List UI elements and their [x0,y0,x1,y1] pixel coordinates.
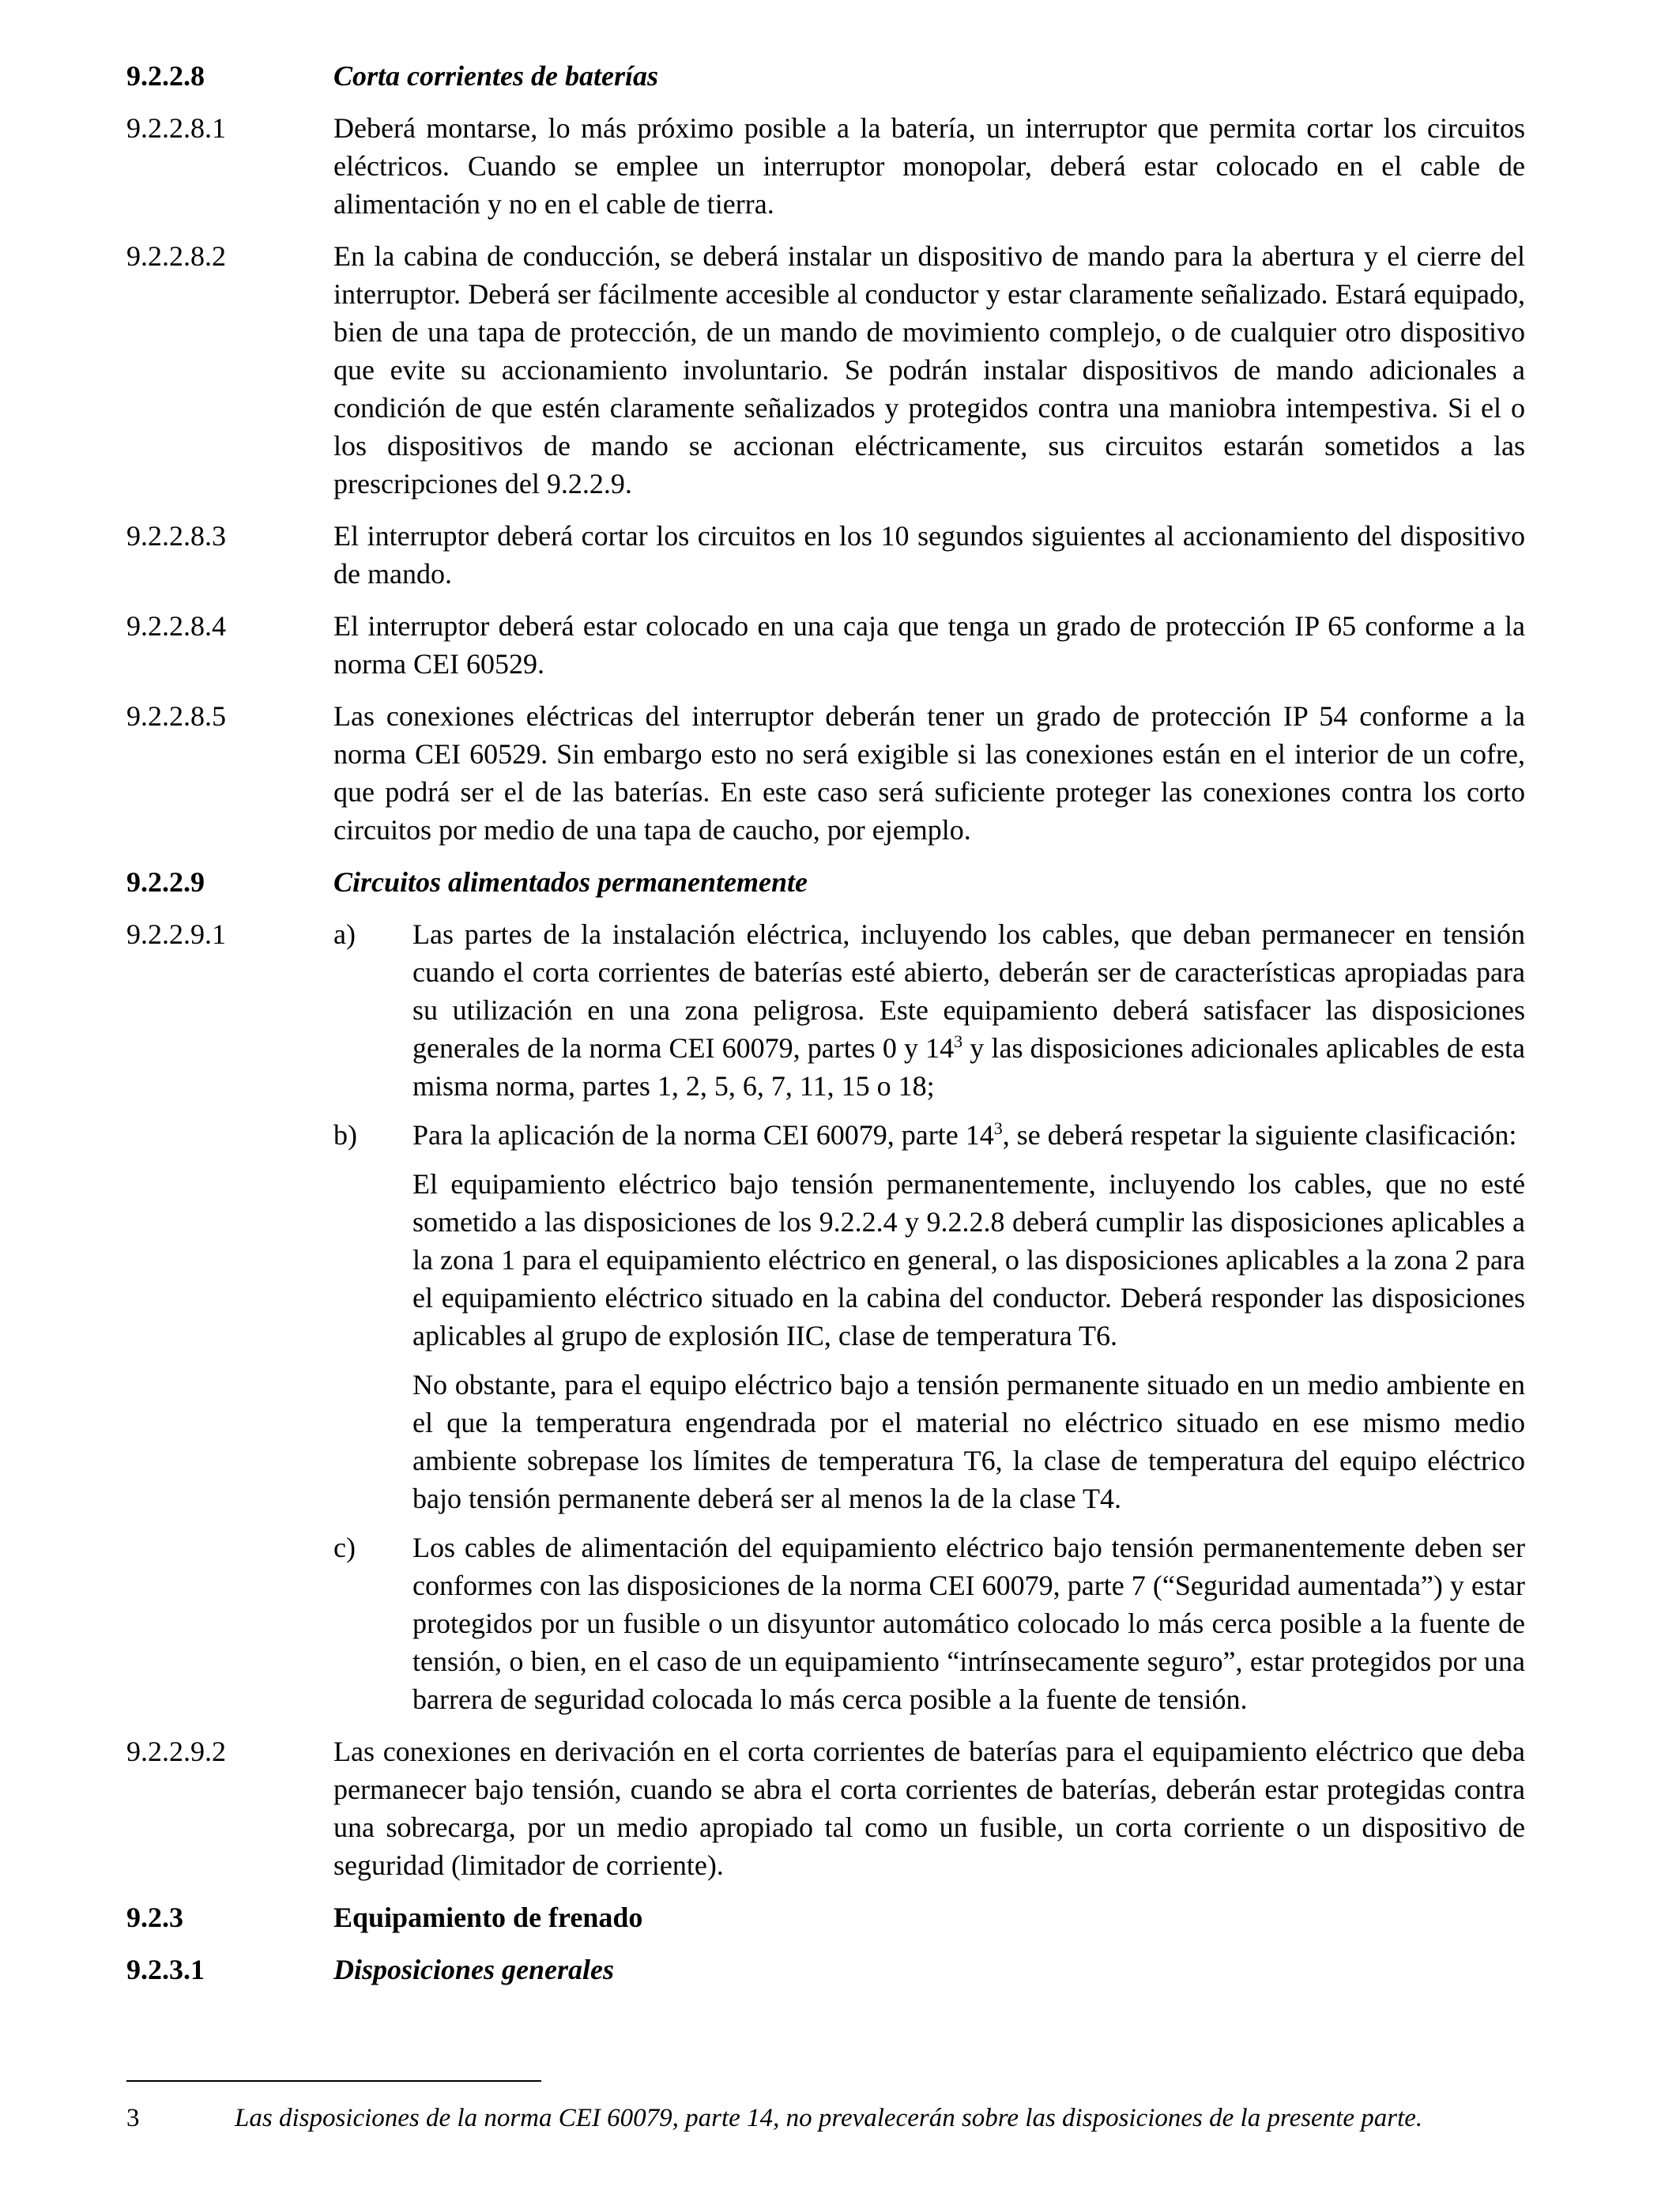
footnote-text: Las disposiciones de la norma CEI 60079, parte 14, no prevalecerán sobre las disposiciones de la presente parte. [235,2104,1423,2132]
paragraph-9-2-2-8-1 [126,109,1525,223]
paragraph-text: El interruptor deberá cortar los circuitos en los 10 segundos siguientes al accionamiento del dispositivo de mando. [333,520,1525,590]
section-number: 9.2.2.8 [126,60,205,92]
list-text [412,1116,1525,1517]
section-heading-9-2-2-8 [126,57,1525,95]
list-text-part: Para la aplicación de la norma CEI 60079, parte 14 [412,1119,994,1151]
list-item-a [333,915,1525,1105]
paragraph-body [333,915,1525,1718]
footnote-separator [126,2080,541,2082]
paragraph-9-2-2-8-3 [126,517,1525,593]
section-title: Circuitos alimentados permanentemente [333,866,808,898]
section-number: 9.2.2.9 [126,866,205,898]
paragraph-number: 9.2.2.9.2 [126,1736,226,1767]
footnote-ref: 3 [993,1118,1003,1138]
section-heading-9-2-3 [126,1898,1525,1936]
section-heading-9-2-2-9 [126,863,1525,901]
paragraph-text: Las conexiones en derivación en el corta corrientes de baterías para el equipamiento eléctrico que deba permanecer bajo tensión, cuando se abra el corta corrientes de baterías, deberán estar protegidas contra una sobrecarga, por un medio apropiado tal como un fusible, un corta corriente o un dispositivo de seguridad (limitador de corriente). [333,1736,1525,1881]
section-title: Corta corrientes de baterías [333,60,658,92]
list-subparagraph: El equipamiento eléctrico bajo tensión permanentemente, incluyendo los cables, que no esté sometido a las disposiciones de los 9.2.2.4 y 9.2.2.8 deberá cumplir las disposiciones aplicables a la zona 1 para el equipamiento eléctrico en general, o las disposiciones aplicables a la zona 2 para el equipamiento eléctrico situado en la cabina del conductor. Deberá responder las disposiciones aplicables al grupo de explosión IIC, clase de temperatura T6. [412,1168,1525,1351]
footnote-ref: 3 [954,1031,963,1051]
list-text-part: , se deberá respetar la siguiente clasificación: [1002,1119,1517,1151]
paragraph-text: Las conexiones eléctricas del interruptor deberán tener un grado de protección IP 54 conforme a la norma CEI 60529. Sin embargo esto no será exigible si las conexiones están en el interior de un cofre, que podrá ser el de las baterías. En este caso será suficiente proteger las conexiones contra los corto circuitos por medio de una tapa de caucho, por ejemplo. [333,700,1525,846]
document-body [126,57,1525,2003]
section-number: 9.2.3.1 [126,1954,205,1985]
list-subparagraph: No obstante, para el equipo eléctrico bajo a tensión permanente situado en un medio ambiente en el que la temperatura engendrada por el material no eléctrico situado en ese mismo medio ambiente sobrepase los límites de temperatura T6, la clase de temperatura del equipo eléctrico bajo tensión permanente deberá ser al menos la de la clase T4. [412,1369,1525,1514]
footnote-number: 3 [126,2104,140,2132]
list-label: b) [333,1119,357,1151]
section-title: Disposiciones generales [333,1954,614,1985]
list-text [412,915,1525,1105]
section-number: 9.2.3 [126,1902,183,1933]
paragraph-text: En la cabina de conducción, se deberá instalar un dispositivo de mando para la abertura y el cierre del interruptor. Deberá ser fácilmente accesible al conductor y estar claramente señalizado. Estará equipado, bien de una tapa de protección, de un mando de movimiento complejo, o de cualquier otro dispositivo que evite su accionamiento involuntario. Se podrán instalar dispositivos de mando adicionales a condición de que estén claramente señalizados y protegidos contra una maniobra intempestiva. Si el o los dispositivos de mando se accionan eléctricamente, sus circuitos estarán sometidos a las prescripciones del 9.2.2.9. [333,240,1525,499]
paragraph-text: Deberá montarse, lo más próximo posible a la batería, un interruptor que permita cortar los circuitos eléctricos. Cuando se emplee un interruptor monopolar, deberá estar colocado en el cable de alimentación y no en el cable de tierra. [333,112,1525,220]
paragraph-number: 9.2.2.8.1 [126,112,226,144]
paragraph-number: 9.2.2.9.1 [126,918,226,950]
paragraph-number: 9.2.2.8.5 [126,700,226,732]
footnote [126,2101,1525,2136]
list-text-part: y las disposiciones adicionales aplicables de esta misma norma, partes 1, 2, 5, 6, 7, 11, 15 o 18; [412,1032,1525,1102]
list-text-part: Las partes de la instalación eléctrica, incluyendo los cables, que deban permanecer en tensión cuando el corta corrientes de baterías esté abierto, deberán ser de características apropiadas para su utilización en una zona peligrosa. Este equipamiento deberá satisfacer las disposiciones generales de la norma CEI 60079, partes 0 y 14 [412,918,1525,1064]
paragraph-number: 9.2.2.8.4 [126,610,226,642]
list-item-c [333,1529,1525,1718]
list-item-b [333,1116,1525,1517]
list-text: Los cables de alimentación del equipamiento eléctrico bajo tensión permanentemente deben ser conformes con las disposiciones de la norma CEI 60079, parte 7 (“Seguridad aumentada”) y estar protegidos por un fusible o un disyuntor automático colocado lo más cerca posible a la fuente de tensión, o bien, en el caso de un equipamiento “intrínsecamente seguro”, estar protegidos por una barrera de seguridad colocada lo más cerca posible a la fuente de tensión. [412,1532,1525,1715]
paragraph-9-2-2-8-4 [126,607,1525,683]
paragraph-number: 9.2.2.8.3 [126,520,226,552]
list-label: c) [333,1532,356,1563]
list-label: a) [333,918,356,950]
paragraph-9-2-2-9-2 [126,1732,1525,1884]
section-heading-9-2-3-1 [126,1951,1525,1989]
paragraph-9-2-2-9-1 [126,915,1525,1718]
list-text-intro [412,1116,1525,1154]
section-title: Equipamiento de frenado [333,1902,643,1933]
paragraph-9-2-2-8-2 [126,237,1525,503]
paragraph-number: 9.2.2.8.2 [126,240,226,272]
paragraph-9-2-2-8-5 [126,697,1525,849]
paragraph-text: El interruptor deberá estar colocado en una caja que tenga un grado de protección IP 65 conforme a la norma CEI 60529. [333,610,1525,680]
